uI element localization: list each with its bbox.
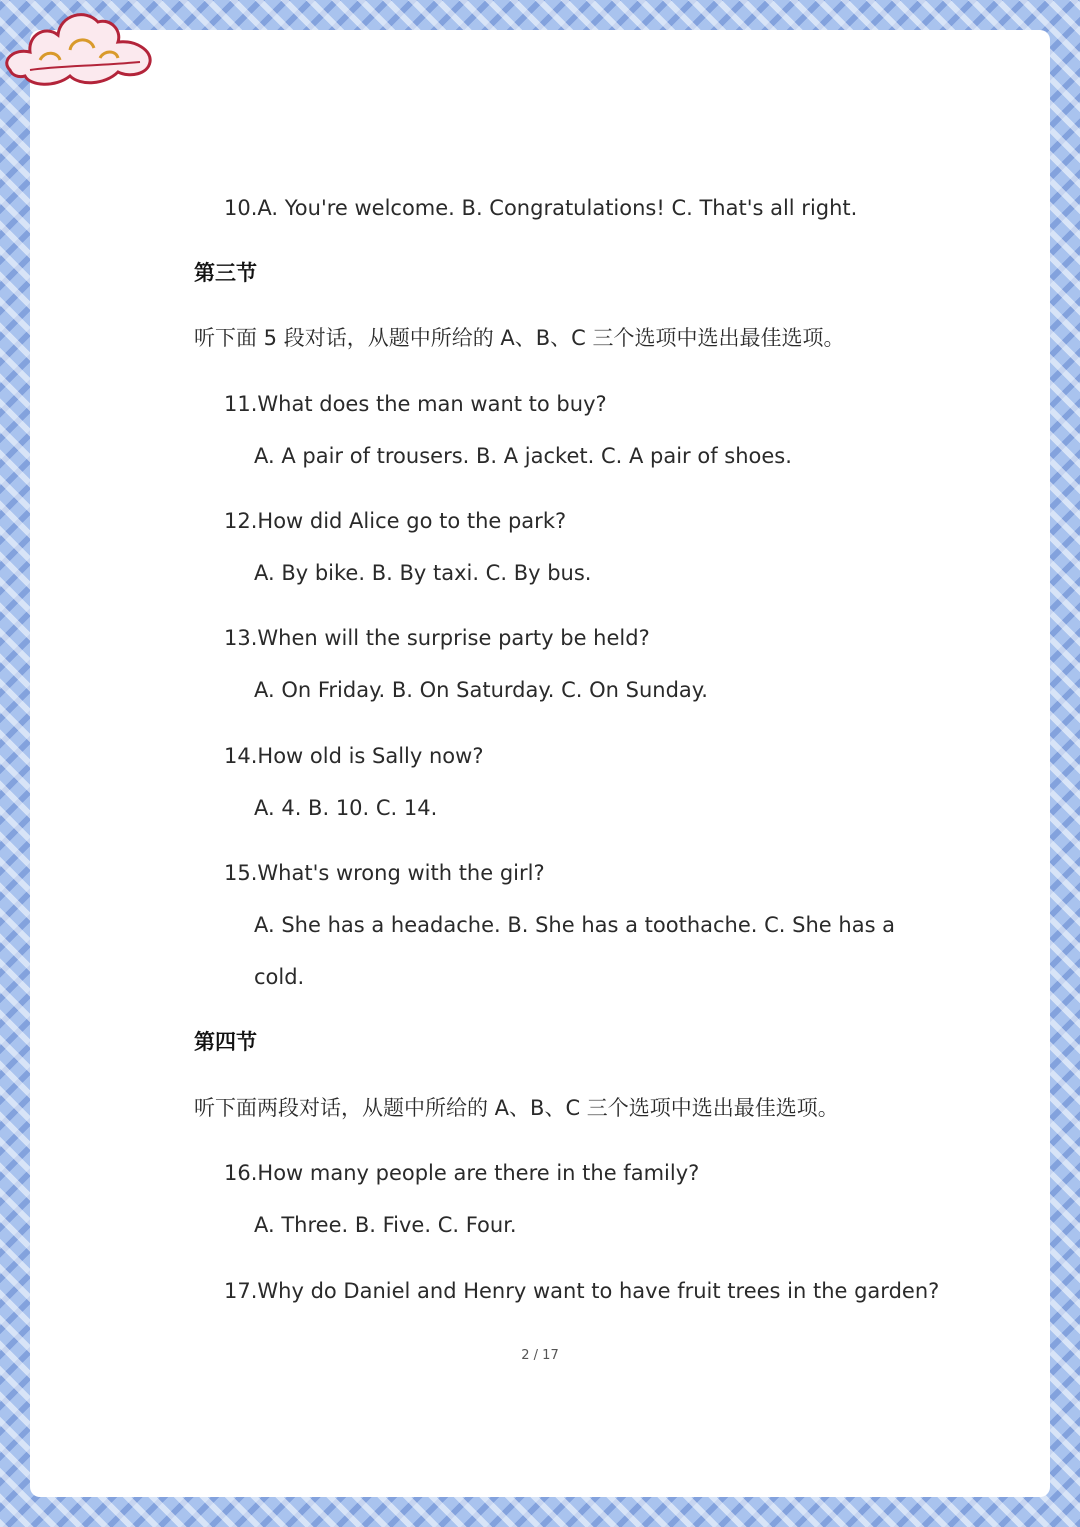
question-14: 14.How old is Sally now? — [224, 744, 484, 768]
question-15: 15.What's wrong with the girl? — [224, 861, 545, 885]
auspicious-cloud-icon — [0, 0, 155, 100]
question-15-options: A. She has a headache. B. She has a toothache. C. She has a — [254, 913, 896, 937]
question-13-options: A. On Friday. B. On Saturday. C. On Sunday. — [254, 678, 708, 702]
question-15-options-cont: cold. — [254, 965, 305, 989]
question-12-options: A. By bike. B. By taxi. C. By bus. — [254, 561, 592, 585]
section-3-instruction: 听下面 5 段对话，从题中所给的 A、B、C 三个选项中选出最佳选项。 — [194, 326, 845, 350]
question-12: 12.How did Alice go to the park? — [224, 509, 567, 533]
question-17: 17.Why do Daniel and Henry want to have fruit trees in the garden? — [224, 1279, 940, 1303]
section-4-heading: 第四节 — [194, 1030, 257, 1054]
question-11: 11.What does the man want to buy? — [224, 392, 607, 416]
question-11-options: A. A pair of trousers. B. A jacket. C. A pair of shoes. — [254, 444, 792, 468]
question-13: 13.When will the surprise party be held? — [224, 626, 650, 650]
question-16: 16.How many people are there in the family? — [224, 1161, 700, 1185]
question-16-options: A. Three. B. Five. C. Four. — [254, 1213, 517, 1237]
section-4-instruction: 听下面两段对话，从题中所给的 A、B、C 三个选项中选出最佳选项。 — [194, 1096, 839, 1120]
section-3-heading: 第三节 — [194, 261, 257, 285]
page-number: 2 / 17 — [521, 1348, 559, 1363]
question-14-options: A. 4. B. 10. C. 14. — [254, 796, 438, 820]
question-10-options: 10.A. You're welcome. B. Congratulations! C. That's all right. — [224, 196, 858, 220]
